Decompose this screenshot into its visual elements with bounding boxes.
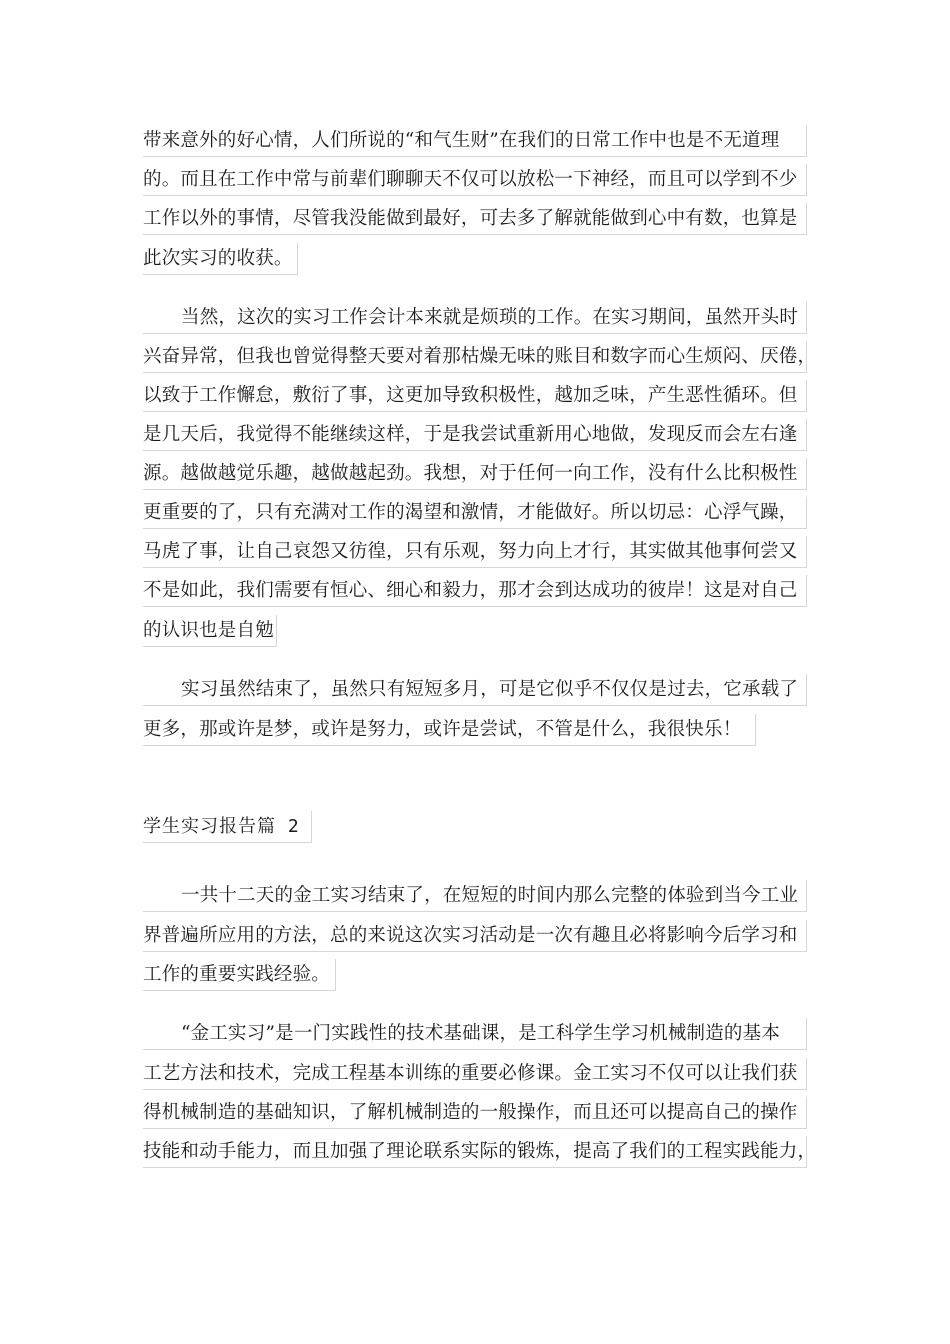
paragraph-3-line-2: 更多，那或许是梦，或许是努力，或许是尝试，不管是什么，我很快乐！ [143,714,756,746]
paragraph-2-line-2: 兴奋异常，但我也曾觉得整天要对着那枯燥无味的账目和数字而心生烦闷、厌倦， [143,341,807,373]
paragraph-2-line-6: 更重要的了，只有充满对工作的渴望和激情，才能做好。所以切忌：心浮气躁， [143,497,807,529]
paragraph-2-line-7: 马虎了事，让自己哀怨又彷徨，只有乐观，努力向上才行，其实做其他事何尝又 [143,536,807,568]
paragraph-5-line-2: 工艺方法和技术，完成工程基本训练的重要必修课。金工实习不仅可以让我们获 [143,1058,807,1090]
paragraph-4-line-3: 工作的重要实践经验。 [143,959,336,991]
paragraph-1-line-3: 工作以外的事情，尽管我没能做到最好，可去多了解就能做到心中有数，也算是 [143,203,807,235]
paragraph-2-line-9: 的认识也是自勉 [143,615,277,647]
paragraph-1-line-1: 带来意外的好心情，人们所说的“和气生财”在我们的日常工作中也是不无道理 [143,125,807,157]
paragraph-5-line-4: 技能和动手能力，而且加强了理论联系实际的锻炼，提高了我们的工程实践能力， [143,1136,807,1168]
paragraph-2-line-1: 当然，这次的实习工作会计本来就是烦琐的工作。在实习期间，虽然开头时 [143,302,807,334]
section-heading: 学生实习报告篇 2 [143,811,312,843]
paragraph-2-line-4: 是几天后，我觉得不能继续这样，于是我尝试重新用心地做，发现反而会左右逢 [143,419,807,451]
paragraph-1-line-2: 的。而且在工作中常与前辈们聊聊天不仅可以放松一下神经，而且可以学到不少 [143,164,807,196]
paragraph-1-line-4: 此次实习的收获。 [143,243,298,275]
paragraph-5-line-1: “金工实习”是一门实践性的技术基础课，是工科学生学习机械制造的基本 [143,1018,807,1050]
paragraph-5-line-3: 得机械制造的基础知识，了解机械制造的一般操作，而且还可以提高自己的操作 [143,1097,807,1129]
paragraph-4-line-2: 界普遍所应用的方法，总的来说这次实习活动是一次有趣且必将影响今后学习和 [143,920,807,952]
paragraph-4-line-1: 一共十二天的金工实习结束了，在短短的时间内那么完整的体验到当今工业 [143,880,807,912]
paragraph-2-line-3: 以致于工作懈怠，敷衍了事，这更加导致积极性，越加乏味，产生恶性循环。但 [143,380,807,412]
paragraph-3-line-1: 实习虽然结束了，虽然只有短短多月，可是它似乎不仅仅是过去，它承载了 [143,674,807,706]
paragraph-2-line-5: 源。越做越觉乐趣，越做越起劲。我想，对于任何一向工作，没有什么比积极性 [143,458,807,490]
paragraph-2-line-8: 不是如此，我们需要有恒心、细心和毅力，那才会到达成功的彼岸！这是对自己 [143,575,807,607]
